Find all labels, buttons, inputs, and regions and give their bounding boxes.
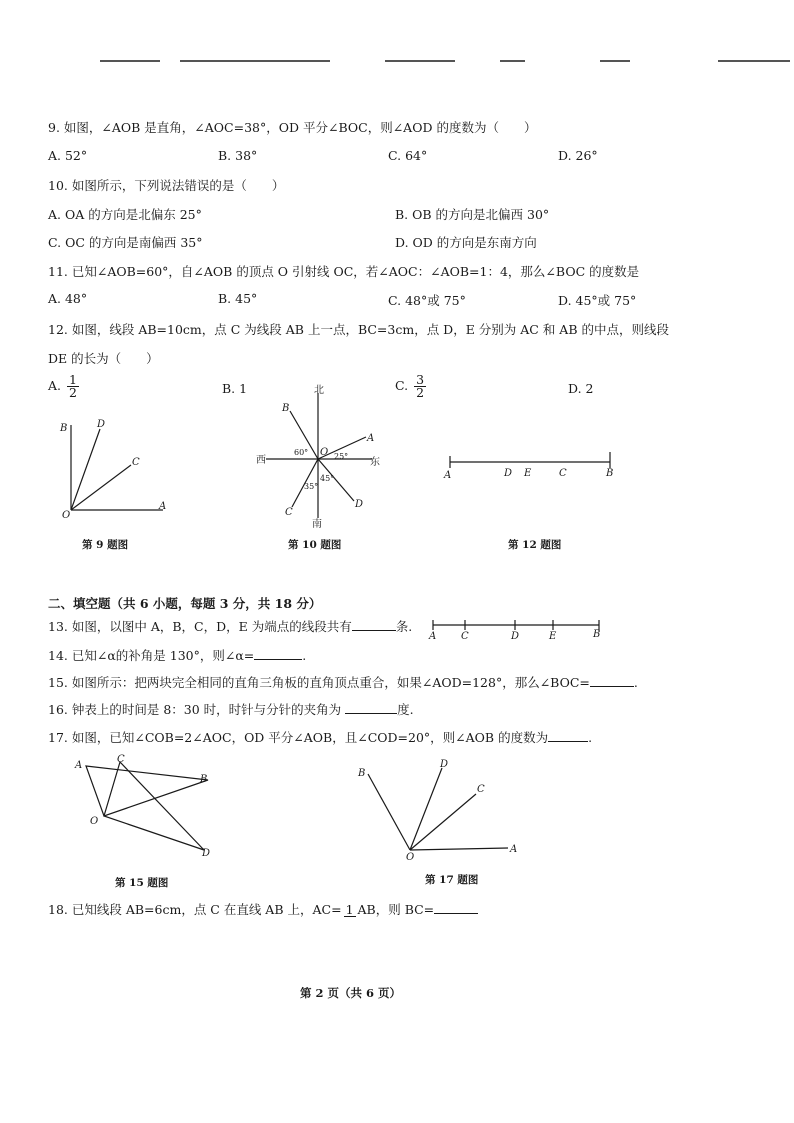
q11-option-d: D. 45°或 75° — [558, 293, 637, 308]
label-35deg: 35° — [304, 482, 319, 491]
q14-text: 14. 已知∠α的补角是 130°，则∠α= — [48, 648, 255, 663]
q11-option-b: B. 45° — [218, 291, 258, 306]
label-d: D — [355, 499, 364, 510]
q15-answer-blank[interactable] — [590, 686, 634, 687]
q17-text: 17. 如图，已知∠COB=2∠AOC，OD 平分∠AOB，且∠COD=20°，则∠AOB 的度数为 — [48, 730, 549, 745]
label-d: D — [504, 468, 513, 479]
scan-artifact-line — [180, 60, 330, 62]
q9-option-a: A. 52° — [48, 148, 88, 163]
label-b: B — [358, 768, 366, 779]
label-c: C — [461, 631, 469, 641]
q18-text-mid: AB，则 BC= — [357, 902, 435, 917]
section-2-heading: 二、填空题（共 6 小题，每题 3 分，共 18 分） — [48, 596, 322, 611]
label-north: 北 — [314, 385, 324, 396]
label-o: O — [406, 852, 415, 863]
ray-od — [71, 429, 100, 510]
label-south: 南 — [312, 519, 322, 528]
q11-option-a: A. 48° — [48, 291, 88, 306]
q12-option-c: C. $\frac{3}{2}$ — [395, 372, 425, 400]
caption-fig10: 第 10 题图 — [288, 539, 342, 551]
q16-answer-blank[interactable] — [345, 713, 397, 714]
triangle-cod — [104, 762, 204, 850]
label-o: O — [62, 510, 71, 520]
label-c: C — [132, 457, 140, 468]
label-b: B — [593, 629, 601, 640]
q9-option-d: D. 26° — [558, 148, 598, 163]
label-c: C — [559, 468, 567, 479]
label-45deg: 45° — [320, 474, 335, 483]
q18-frac-num: 1 — [345, 902, 354, 917]
q17-tail: . — [588, 730, 593, 745]
q14 — [48, 646, 306, 664]
q18-text: 18. 已知线段 AB=6cm，点 C 在直线 AB 上，AC= — [48, 902, 342, 917]
q12-stem-line1: 12. 如图，线段 AB=10cm，点 C 为线段 AB 上一点，BC=3cm，点 D，E 分别为 AC 和 AB 的中点，则线段 — [48, 322, 669, 337]
q12-option-d: D. 2 — [568, 381, 594, 396]
label-o: O — [90, 816, 99, 827]
caption-fig9: 第 9 题图 — [82, 539, 129, 551]
label-o: O — [320, 447, 329, 458]
q10-option-c: C. OC 的方向是南偏西 35° — [48, 235, 203, 250]
figure-15 — [72, 752, 222, 862]
q13-answer-blank[interactable] — [352, 630, 396, 631]
ray-oa — [410, 848, 508, 850]
q10-option-a: A. OA 的方向是北偏东 25° — [48, 207, 202, 222]
q15 — [48, 673, 638, 691]
q16 — [48, 700, 414, 718]
q16-text: 16. 钟表上的时间是 8：30 时，时针与分针的夹角为 — [48, 702, 342, 717]
label-a: A — [444, 470, 452, 481]
label-c: C — [477, 784, 485, 795]
q12-option-a: A. $\frac{1}{2}$ — [48, 372, 77, 400]
caption-fig17: 第 17 题图 — [425, 874, 479, 886]
label-a: A — [75, 760, 83, 771]
q17 — [48, 728, 592, 746]
label-60deg: 60° — [294, 448, 309, 457]
scan-artifact-line — [718, 60, 790, 62]
q18-answer-blank[interactable] — [434, 913, 478, 914]
q16-tail: 度. — [397, 702, 414, 717]
label-a: A — [367, 433, 375, 444]
q11-option-c: C. 48°或 75° — [388, 293, 466, 308]
q13-text: 13. 如图，以图中 A，B，C，D，E 为端点的线段共有 — [48, 619, 352, 634]
q15-text: 15. 如图所示：把两块完全相同的直角三角板的直角顶点重合，如果∠AOD=128°，那么∠BOC= — [48, 675, 590, 690]
ray-oc — [71, 465, 131, 510]
q10-option-b: B. OB 的方向是北偏西 30° — [395, 207, 550, 222]
label-d: D — [511, 631, 520, 641]
label-b: B — [606, 468, 614, 479]
page-footer: 第 2 页（共 6 页） — [300, 986, 402, 1000]
label-a: A — [510, 844, 518, 855]
q14-tail: . — [302, 648, 307, 663]
ray-ob — [368, 774, 410, 850]
figure-12 — [438, 440, 618, 490]
label-b: B — [282, 403, 290, 414]
label-west: 西 — [256, 455, 266, 466]
caption-fig12: 第 12 题图 — [508, 539, 562, 551]
label-d: D — [440, 759, 449, 770]
label-e: E — [524, 468, 532, 479]
label-d: D — [97, 419, 106, 430]
label-c: C — [117, 754, 125, 765]
figure-10 — [252, 383, 387, 528]
label-b: B — [200, 774, 208, 785]
q10-option-d: D. OD 的方向是东南方向 — [395, 235, 537, 250]
q13-tail: 条. — [395, 619, 413, 634]
q12-stem-line2: DE 的长为（ ） — [48, 351, 159, 366]
caption-fig15: 第 15 题图 — [115, 877, 169, 889]
ray-od — [410, 768, 442, 850]
scan-artifact-line — [385, 60, 455, 62]
figure-13 — [425, 613, 605, 641]
q14-answer-blank[interactable] — [254, 659, 302, 660]
q9-option-b: B. 38° — [218, 148, 258, 163]
scan-artifact-line — [600, 60, 630, 62]
label-east: 东 — [370, 457, 380, 468]
ray-oc — [410, 794, 476, 850]
label-a: A — [159, 501, 167, 512]
scan-artifact-line — [100, 60, 160, 62]
q18 — [48, 900, 478, 918]
label-d: D — [202, 848, 211, 859]
label-e: E — [549, 631, 557, 641]
label-a: A — [429, 631, 437, 641]
figure-17 — [350, 752, 530, 864]
q10-stem: 10. 如图所示，下列说法错误的是（ ） — [48, 178, 285, 193]
label-25deg: 25° — [334, 452, 349, 461]
q11-stem: 11. 已知∠AOB=60°，自∠AOB 的顶点 O 引射线 OC，若∠AOC：∠AOB=1：4，那么∠BOC 的度数是 — [48, 264, 640, 279]
q9-stem: 9. 如图，∠AOB 是直角，∠AOC=38°，OD 平分∠BOC，则∠AOD 的度数为（ ） — [48, 120, 537, 135]
scan-artifact-line — [500, 60, 525, 62]
label-c: C — [285, 507, 293, 518]
label-b: B — [60, 423, 68, 434]
figure-9 — [55, 415, 180, 520]
q15-tail: . — [633, 675, 638, 690]
q12-option-b: B. 1 — [222, 381, 248, 396]
q17-answer-blank[interactable] — [548, 741, 588, 742]
q9-option-c: C. 64° — [388, 148, 428, 163]
q13 — [48, 617, 412, 635]
